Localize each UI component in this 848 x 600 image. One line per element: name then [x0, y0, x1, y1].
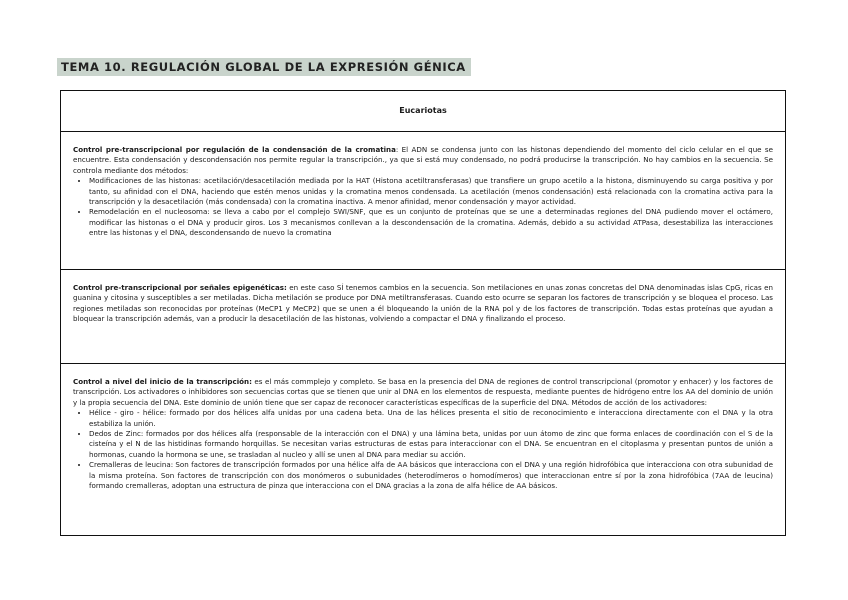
- section-transcription-initiation: [61, 363, 785, 537]
- bullet-list: [73, 176, 773, 238]
- section-heading: Control a nivel del inicio de la transcripción:: [73, 377, 252, 386]
- table-header: [61, 91, 785, 131]
- section-epigenetic-signals: [61, 269, 785, 363]
- section-chromatin-condensation: [61, 131, 785, 269]
- section-heading: Control pre-transcripcional por señales epigenéticas:: [73, 283, 287, 292]
- section-heading: Control pre-transcripcional por regulación de la condensación de la cromatina: [73, 145, 396, 154]
- list-item: • Hélice - giro - hélice: formado por dos hélices alfa unidas por una cadena beta. Una de las hélices presenta el sitio de reconocimiento e interacciona directamente con el DNA y la otra estabiliza la unión.: [89, 408, 773, 429]
- table-header-label: Eucariotas: [399, 106, 447, 115]
- list-item: • Remodelación en el nucleosoma: se lleva a cabo por el complejo SWI/SNF, que es un conjunto de proteínas que se une a determinadas regiones del DNA pudiendo mover el octámero, modificar las histonas o el DNA y producir giros. Los 3 mecanismos conllevan a la descondensación de la cromatina. Además, debido a su actividad ATPasa, desestabiliza las interacciones entre las histonas y el DNA, descondensando de nuevo la cromatina: [89, 207, 773, 238]
- section-intro: : El ADN se condensa junto con las histonas dependiendo del momento del ciclo celular en el que se encuentre. Esta condensación y descondensación nos permite regular la transcripción., ya que si está muy condensado, no podrá producirse la transcripción. No hay cambios en la secuencia. Se controla mediante dos métodos:: [73, 145, 773, 175]
- section-intro: es el más commplejo y completo. Se basa en la presencia del DNA de regiones de control transcripcional (promotor y enhacer) y los factores de transcripción. Los activadores o inhibidores son secuencias cortas que se tienen que unir al DNA en los elementos de respuesta, mediante puentes de hidrógeno entre los AA del dominio de unión y la propia secuencia del DNA. Este dominio de unión tiene que ser capaz de reconocer características específicas de la superficie del DNA. Métodos de acción de los activadores:: [73, 377, 773, 407]
- page-title: TEMA 10. REGULACIÓN GLOBAL DE LA EXPRESIÓN GÉNICA: [57, 58, 471, 76]
- list-item: • Cremalleras de leucina: Son factores de transcripción formados por una hélice alfa de AA básicos que interacciona con el DNA y una región hidrofóbica que interacciona con otra subunidad de la misma proteína. Son factores de transcripción con dos monómeros o subunidades (heterodímeros o homodímeros) que interaccionan entre sí por la zona hidrofóbica (7AA de leucina) formando cremalleras, adoptan una estructura de pinza que interacciona con el DNA gracias a la zona de alfa hélice de AA básicos.: [89, 460, 773, 491]
- section-intro: en este caso SÍ tenemos cambios en la secuencia. Son metilaciones en unas zonas concretas del DNA denominadas islas CpG, ricas en guanina y citosina y susceptibles a ser metiladas. Dicha metilación se produce por DNA metiltransferasas. Cuando esto ocurre se separan los factores de transcripción y se bloquea el proceso. Las regiones metiladas son reconocidas por proteínas (MeCP1 y MeCP2) que se unen a él bloqueando la unión de la RNA pol y de los factores de transcripción. Todas estas proteínas que ayudan a bloquear la transcripción además, van a producir la desacetilación de las histonas, volviendo a compactar el DNA y finalizando el proceso.: [73, 283, 773, 324]
- list-item: • Dedos de Zinc: formados por dos hélices alfa (responsable de la interacción con el DNA) y una lámina beta, unidas por uun átomo de zinc que forma enlaces de coordinación con el S de la cisteína y el N de las histidinas formando horquillas. Se necesitan varias estructuras de estas para interaccionar con el DNA. Se encuentran en el citoplasma y presentan puntos de unión a hormonas, cuando la hormona se une, se trasladan al nucleo y allí se unen al DNA para mediar su acción.: [89, 429, 773, 460]
- notes-table: [60, 90, 786, 536]
- list-item: • Modificaciones de las histonas: acetilación/desacetilación mediada por la HAT (Histona acetiltransferasas) que transfiere un grupo acetilo a la histona, disminuyendo su carga positiva y por tanto, su afinidad con el DNA, haciendo que estén menos unidas y la cromatina menos condensada. La acetilación (menos condensación) está relacionada con la cromatina activa para la transcripción y la desacetilación (más condensada) con la cromatina inactiva. A menor afinidad, menor condensación y mayor actividad.: [89, 176, 773, 207]
- bullet-list: [73, 408, 773, 491]
